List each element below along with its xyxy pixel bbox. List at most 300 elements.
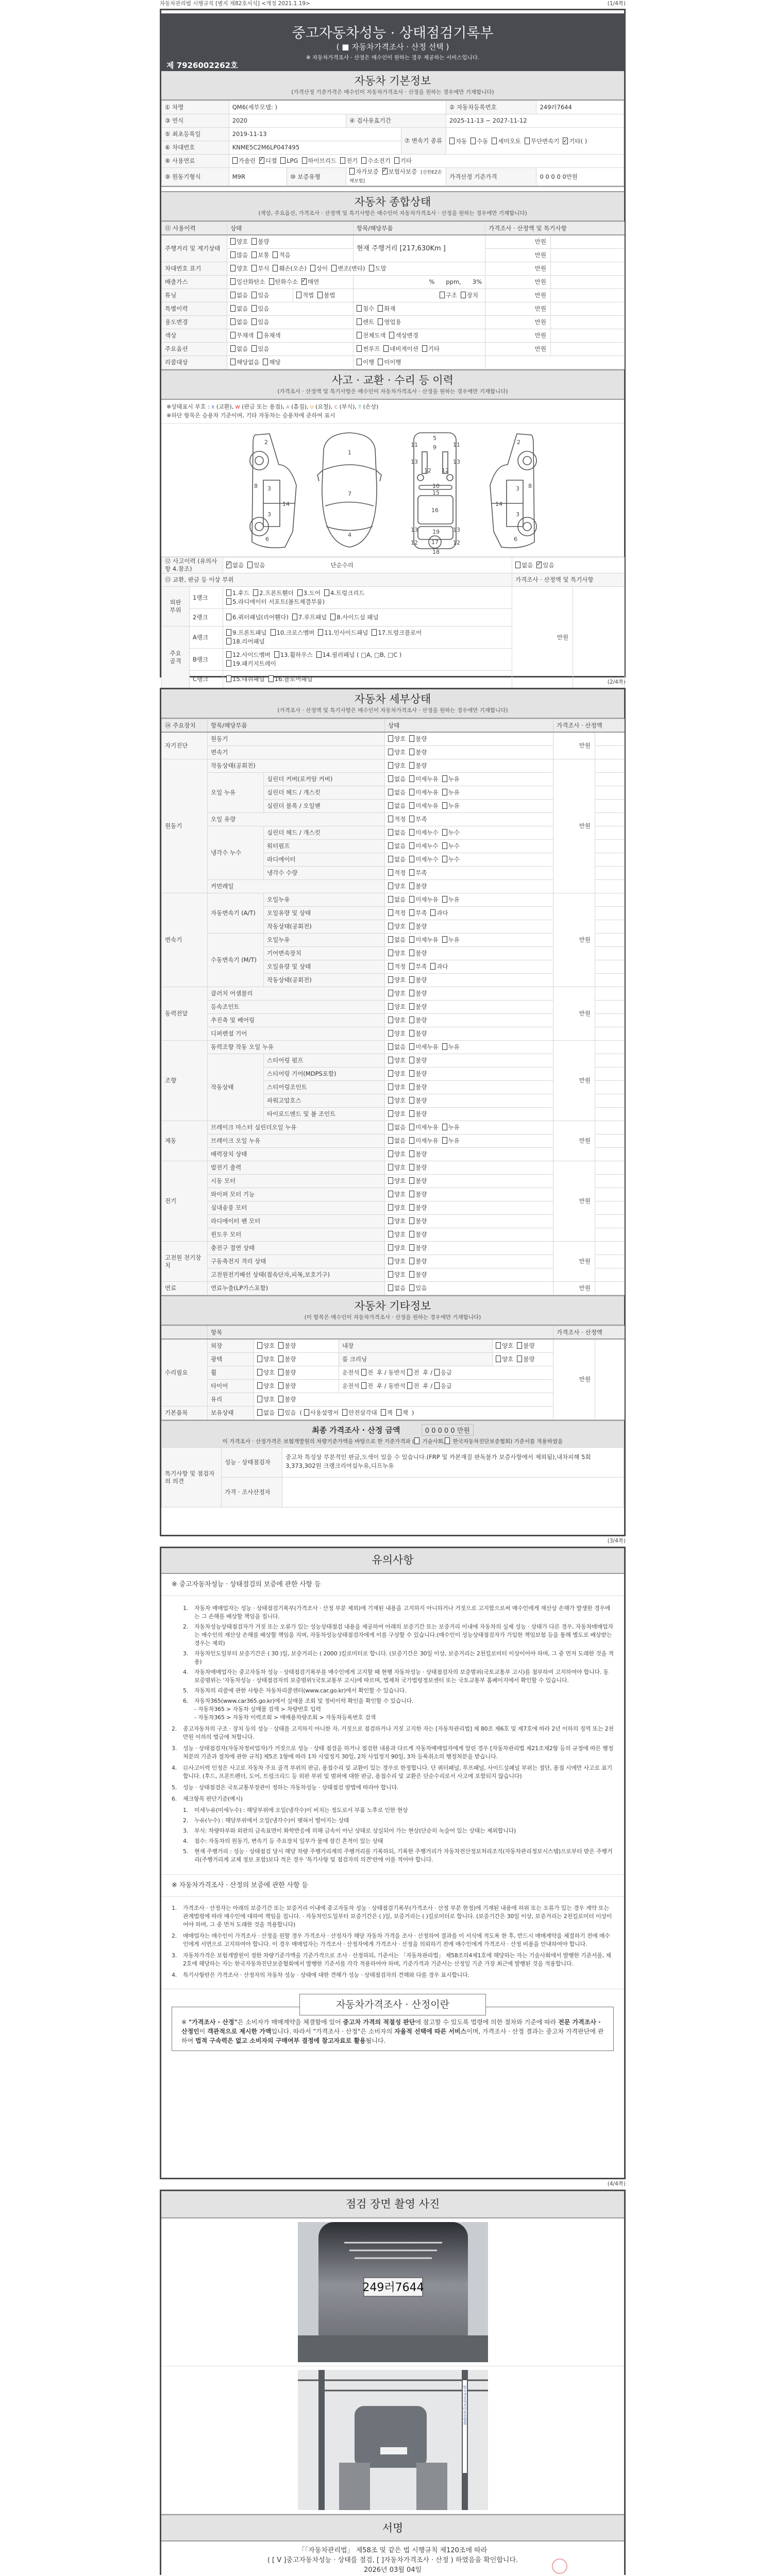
- option[interactable]: [257, 332, 280, 339]
- option[interactable]: [409, 1110, 427, 1117]
- note-cell: [595, 1001, 625, 1014]
- option[interactable]: [388, 1083, 406, 1091]
- option-label: 양호: [394, 1083, 406, 1091]
- option[interactable]: [442, 1124, 460, 1131]
- option[interactable]: [361, 1382, 373, 1389]
- option[interactable]: [381, 1409, 393, 1416]
- option[interactable]: [372, 629, 422, 636]
- option-label: 침수: [363, 305, 375, 312]
- checkbox: [388, 1217, 393, 1224]
- checkbox: [396, 1409, 401, 1416]
- option[interactable]: [342, 1409, 377, 1416]
- option[interactable]: [269, 278, 298, 285]
- box-text-segment: 은 소비자가 매매계약을 체결함에 있어: [237, 2019, 343, 2026]
- svg-text:14: 14: [495, 501, 502, 507]
- option[interactable]: [296, 292, 314, 299]
- table-row: [162, 759, 625, 773]
- box-text-segment: 중고차 가격의 적절성 판단: [343, 2019, 415, 2026]
- option[interactable]: [280, 157, 298, 164]
- note-number: 3.: [172, 1745, 177, 1752]
- option[interactable]: [388, 789, 406, 796]
- option[interactable]: [257, 1342, 275, 1349]
- option[interactable]: [388, 950, 406, 957]
- option[interactable]: [409, 909, 427, 917]
- option[interactable]: [409, 842, 438, 850]
- option[interactable]: [388, 936, 406, 943]
- state-cell: [385, 947, 553, 960]
- option[interactable]: [409, 1083, 427, 1091]
- option[interactable]: [251, 251, 269, 259]
- option-label: 부족: [415, 909, 427, 917]
- option[interactable]: [430, 963, 448, 970]
- option[interactable]: [292, 614, 327, 621]
- notes-heading: [161, 1548, 624, 1574]
- option[interactable]: [310, 265, 328, 272]
- checkbox: [257, 1396, 262, 1402]
- option[interactable]: [274, 651, 313, 658]
- option[interactable]: [517, 1355, 534, 1363]
- option[interactable]: [388, 1016, 406, 1024]
- option[interactable]: [232, 157, 256, 164]
- option[interactable]: [442, 1137, 460, 1144]
- option[interactable]: [388, 990, 406, 997]
- option[interactable]: [409, 1150, 427, 1158]
- parts-line: [226, 598, 509, 606]
- option[interactable]: [226, 614, 289, 621]
- parts-line: [226, 675, 509, 684]
- option[interactable]: [409, 869, 427, 876]
- state-cell: [385, 800, 553, 813]
- checkbox: [496, 1342, 501, 1349]
- option[interactable]: [449, 138, 467, 145]
- option[interactable]: [271, 629, 315, 636]
- price-cell: 만원: [485, 329, 551, 343]
- option[interactable]: [388, 842, 406, 850]
- option[interactable]: [409, 963, 427, 970]
- option[interactable]: [409, 976, 427, 984]
- option[interactable]: [442, 936, 460, 943]
- option[interactable]: [369, 265, 386, 272]
- table-row: [162, 1121, 625, 1134]
- option-label: 양호: [394, 923, 406, 930]
- option[interactable]: [230, 278, 265, 285]
- option[interactable]: [409, 1177, 427, 1184]
- option[interactable]: [226, 598, 325, 605]
- checkbox: [226, 614, 231, 620]
- option[interactable]: [409, 1271, 427, 1278]
- option[interactable]: [388, 735, 406, 742]
- option[interactable]: [409, 1097, 427, 1104]
- checkbox: [257, 1382, 262, 1389]
- option[interactable]: [257, 1409, 275, 1416]
- option[interactable]: [409, 1217, 427, 1225]
- option[interactable]: [257, 1369, 275, 1376]
- option[interactable]: [263, 359, 280, 366]
- checkbox: [361, 1369, 366, 1376]
- note-item: [172, 1744, 614, 1761]
- state-cell: [385, 987, 553, 1001]
- option[interactable]: [388, 1177, 406, 1184]
- option[interactable]: [388, 1003, 406, 1010]
- option[interactable]: [388, 923, 406, 930]
- option[interactable]: [409, 990, 427, 997]
- state-cell: [385, 867, 553, 880]
- option[interactable]: [251, 318, 269, 326]
- item-label: 고전원전기배선 상태(접속단자,피복,보호기구): [208, 1268, 385, 1282]
- checkbox: [388, 749, 393, 755]
- option-label: 렌트: [363, 318, 375, 326]
- option[interactable]: [230, 332, 254, 339]
- option[interactable]: [442, 1043, 460, 1050]
- item-label: 작동상태(공회전): [264, 974, 385, 987]
- option-label: 있음: [258, 305, 270, 312]
- option[interactable]: [388, 1043, 406, 1050]
- state-cell: [385, 1081, 553, 1094]
- option-label: 13.휠하우스: [280, 651, 313, 658]
- option[interactable]: [357, 318, 374, 326]
- option[interactable]: [226, 589, 249, 597]
- option[interactable]: [409, 802, 438, 809]
- option[interactable]: [226, 660, 276, 667]
- option[interactable]: [409, 762, 427, 769]
- option[interactable]: [388, 1258, 406, 1265]
- state-cell: [385, 974, 553, 987]
- option[interactable]: [318, 629, 368, 636]
- option[interactable]: [409, 1258, 427, 1265]
- option[interactable]: [409, 816, 427, 823]
- option[interactable]: [515, 562, 533, 569]
- option[interactable]: [388, 1217, 406, 1225]
- option[interactable]: [442, 842, 460, 850]
- option[interactable]: [496, 1342, 513, 1349]
- option[interactable]: [388, 1150, 406, 1158]
- checkbox: [442, 936, 447, 943]
- option[interactable]: [409, 1284, 427, 1292]
- checkbox: [409, 1057, 414, 1063]
- option[interactable]: [409, 1057, 427, 1064]
- option[interactable]: [273, 265, 306, 272]
- basic-items-label: 기본품목: [162, 1406, 208, 1420]
- option-label: 전: [413, 1382, 419, 1389]
- option-label: 하이브리드: [308, 157, 337, 164]
- note-cell: [595, 1242, 625, 1255]
- option[interactable]: [409, 1137, 438, 1144]
- parts-line: [226, 629, 509, 637]
- option[interactable]: [492, 138, 520, 145]
- option[interactable]: [409, 1204, 427, 1211]
- option-label: 없음: [232, 561, 244, 569]
- option[interactable]: [278, 1396, 296, 1403]
- state-cell: [385, 1094, 553, 1108]
- option[interactable]: [407, 1369, 419, 1376]
- checkbox: [230, 305, 236, 312]
- option[interactable]: [230, 305, 248, 312]
- lift-banner-text: 한국자동차진단보증협회: [462, 2385, 467, 2425]
- option[interactable]: [230, 359, 259, 366]
- option[interactable]: [278, 1342, 296, 1349]
- option[interactable]: [394, 157, 412, 164]
- option[interactable]: [304, 1409, 339, 1416]
- option-label: 미세누유: [415, 802, 439, 809]
- checkbox: [442, 856, 447, 862]
- option[interactable]: [388, 976, 406, 984]
- option[interactable]: [442, 829, 460, 836]
- inspector-label: 성능 · 상태점검자: [222, 1448, 282, 1478]
- item-label: 스티어링 기어(MDPS포함): [264, 1067, 385, 1081]
- option[interactable]: [422, 345, 440, 352]
- option[interactable]: [230, 318, 248, 326]
- option[interactable]: [247, 562, 265, 569]
- option[interactable]: [388, 1057, 406, 1064]
- option[interactable]: [388, 883, 406, 890]
- option[interactable]: [253, 589, 294, 597]
- option[interactable]: [442, 789, 460, 796]
- option[interactable]: [388, 1284, 406, 1292]
- option[interactable]: [388, 1231, 406, 1238]
- option[interactable]: [409, 1124, 438, 1131]
- option[interactable]: [251, 292, 269, 299]
- option[interactable]: [301, 278, 319, 285]
- option-label: 없음: [394, 775, 406, 783]
- item-label: 동력조향 작동 오일 누유: [208, 1041, 385, 1054]
- checkbox: [409, 963, 414, 970]
- repair-label: 수리필요: [162, 1339, 208, 1406]
- photos-heading: [161, 2191, 624, 2218]
- option[interactable]: [388, 1271, 406, 1278]
- note-cell: [595, 920, 625, 934]
- option[interactable]: [226, 651, 271, 658]
- option[interactable]: [230, 251, 248, 259]
- option-label: 양호: [394, 1191, 406, 1198]
- option[interactable]: [226, 638, 265, 645]
- option[interactable]: [361, 1369, 373, 1376]
- option[interactable]: [357, 332, 385, 339]
- option[interactable]: [389, 332, 418, 339]
- option[interactable]: [409, 1003, 427, 1010]
- option[interactable]: [388, 829, 406, 836]
- option[interactable]: [409, 1191, 427, 1198]
- option[interactable]: [434, 1369, 452, 1376]
- option[interactable]: [409, 1043, 438, 1050]
- option-label: 있음: [415, 1284, 427, 1292]
- item-label: 디퍼렌셜 기어: [208, 1027, 385, 1041]
- option[interactable]: [388, 856, 406, 863]
- option-label: 누수: [448, 829, 460, 836]
- option[interactable]: [388, 1191, 406, 1198]
- option[interactable]: [388, 909, 406, 917]
- option[interactable]: [563, 138, 587, 145]
- option[interactable]: [440, 292, 457, 299]
- option[interactable]: [331, 265, 365, 272]
- checkbox: [409, 856, 414, 862]
- option[interactable]: [388, 1097, 406, 1104]
- note-cell: [595, 867, 625, 880]
- option[interactable]: [409, 923, 427, 930]
- option[interactable]: [316, 651, 402, 658]
- option[interactable]: [226, 675, 265, 683]
- option[interactable]: [388, 1204, 406, 1211]
- option-label: 양호: [394, 1217, 406, 1225]
- option[interactable]: [442, 856, 460, 863]
- option[interactable]: [268, 675, 313, 683]
- option[interactable]: [388, 1124, 406, 1131]
- option[interactable]: [357, 345, 380, 352]
- option[interactable]: [357, 305, 374, 312]
- option[interactable]: [388, 1164, 406, 1171]
- option[interactable]: [409, 749, 427, 756]
- option[interactable]: [409, 1164, 427, 1171]
- option[interactable]: [226, 562, 244, 569]
- option[interactable]: [409, 1244, 427, 1251]
- svg-text:3: 3: [267, 511, 271, 518]
- option[interactable]: [388, 762, 406, 769]
- note-number: 3.: [183, 1650, 189, 1657]
- option[interactable]: [257, 1396, 275, 1403]
- option[interactable]: [461, 292, 478, 299]
- option[interactable]: [409, 896, 438, 903]
- option[interactable]: [388, 1070, 406, 1077]
- photo-rear: [161, 2366, 624, 2514]
- option-label: 훼손(오손): [279, 265, 307, 272]
- option[interactable]: [278, 1369, 296, 1376]
- option[interactable]: [251, 345, 269, 352]
- option[interactable]: [388, 1110, 406, 1117]
- option[interactable]: [388, 775, 406, 783]
- option[interactable]: [357, 359, 374, 366]
- checkbox: [226, 638, 231, 645]
- state-cell: [227, 276, 354, 289]
- checkbox: [409, 1097, 414, 1104]
- option[interactable]: [409, 856, 438, 863]
- option[interactable]: [409, 950, 427, 957]
- option[interactable]: [442, 896, 460, 903]
- option[interactable]: [536, 562, 554, 569]
- option[interactable]: [230, 265, 248, 272]
- option[interactable]: [388, 749, 406, 756]
- option[interactable]: [388, 896, 406, 903]
- option[interactable]: [383, 345, 418, 352]
- option[interactable]: [251, 238, 269, 245]
- option[interactable]: [388, 1030, 406, 1037]
- option[interactable]: [226, 629, 267, 636]
- option[interactable]: [430, 909, 448, 917]
- option[interactable]: [470, 138, 488, 145]
- option[interactable]: [442, 775, 460, 783]
- header-cell: 상태: [385, 719, 553, 733]
- item-label: 라디에이터: [264, 853, 385, 867]
- option[interactable]: [324, 589, 365, 597]
- checkbox: [442, 802, 447, 809]
- option[interactable]: [409, 735, 427, 742]
- checkbox: [409, 1124, 414, 1130]
- option-label: 양호: [394, 1057, 406, 1064]
- svg-text:16: 16: [431, 507, 439, 514]
- option[interactable]: [330, 614, 378, 621]
- option[interactable]: [388, 1137, 406, 1144]
- item-label: 충전구 절연 상태: [208, 1242, 385, 1255]
- option[interactable]: [251, 305, 269, 312]
- option[interactable]: [388, 1244, 406, 1251]
- item-label: 라디에이터 팬 모터: [208, 1215, 385, 1228]
- option[interactable]: [388, 963, 406, 970]
- option[interactable]: [230, 238, 248, 245]
- checkbox: [409, 883, 414, 889]
- option[interactable]: [388, 869, 406, 876]
- legend-code: C: [334, 405, 338, 410]
- option[interactable]: [361, 157, 390, 164]
- option[interactable]: [442, 802, 460, 809]
- option[interactable]: [278, 1382, 296, 1389]
- option[interactable]: [409, 789, 438, 796]
- option[interactable]: [409, 775, 438, 783]
- option[interactable]: [409, 1016, 427, 1024]
- item-label: 실린더 블록 / 오일팬: [264, 800, 385, 813]
- option[interactable]: [409, 1231, 427, 1238]
- checkbox: [388, 735, 393, 742]
- header-row: [162, 222, 625, 235]
- option[interactable]: [251, 265, 269, 272]
- option[interactable]: [317, 292, 335, 299]
- option[interactable]: [273, 251, 290, 259]
- option[interactable]: [517, 1342, 534, 1349]
- checkbox: [409, 1244, 414, 1251]
- option[interactable]: [302, 157, 337, 164]
- accident-table: [161, 557, 625, 688]
- note-cell: [595, 1041, 625, 1054]
- option[interactable]: [378, 318, 401, 326]
- option-label: 불량: [415, 976, 427, 984]
- note-item: [183, 1848, 614, 1864]
- option-label: 세미오토: [498, 137, 521, 145]
- option[interactable]: [378, 359, 401, 366]
- option[interactable]: [297, 589, 321, 597]
- option[interactable]: [257, 1382, 275, 1389]
- option-label: 적법: [303, 292, 314, 299]
- option[interactable]: [278, 1409, 296, 1416]
- option-label: 없음: [394, 829, 406, 836]
- option[interactable]: [409, 936, 438, 943]
- option[interactable]: [257, 1355, 275, 1363]
- option-label: 적음: [279, 251, 291, 259]
- option[interactable]: [525, 138, 560, 145]
- section-title: 사고 · 교환 · 수리 등 이력: [332, 374, 453, 386]
- option[interactable]: [407, 1382, 419, 1389]
- option[interactable]: [230, 292, 248, 299]
- option[interactable]: [278, 1355, 296, 1363]
- option-label: 해당: [269, 359, 281, 366]
- note-item: [172, 1932, 614, 1948]
- option[interactable]: [382, 168, 417, 175]
- option[interactable]: [388, 816, 406, 823]
- option[interactable]: [409, 883, 427, 890]
- option[interactable]: [388, 802, 406, 809]
- option[interactable]: [409, 1070, 427, 1077]
- checkbox: [230, 292, 236, 298]
- option[interactable]: [409, 1030, 427, 1037]
- option[interactable]: [434, 1382, 452, 1389]
- option[interactable]: [259, 157, 277, 164]
- option[interactable]: [340, 157, 358, 164]
- table-row: [162, 289, 625, 302]
- option[interactable]: [409, 829, 438, 836]
- svg-text:15: 15: [432, 489, 440, 496]
- option[interactable]: [378, 305, 395, 312]
- option[interactable]: [349, 168, 378, 175]
- option[interactable]: [496, 1355, 513, 1363]
- option[interactable]: [230, 345, 248, 352]
- option[interactable]: [396, 1409, 408, 1416]
- checkbox: [409, 976, 414, 983]
